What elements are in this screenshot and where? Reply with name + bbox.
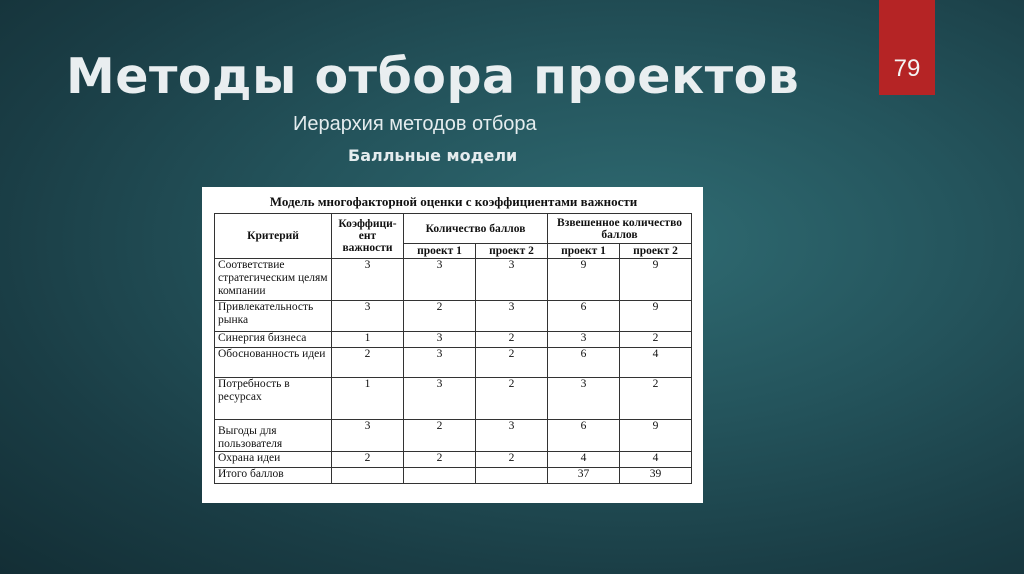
header-weighted-project1: проект 1	[548, 244, 620, 259]
cell-criterion: Синергия бизнеса	[215, 332, 332, 348]
cell-criterion: Охрана идеи	[215, 452, 332, 468]
cell-weighted-p2: 9	[620, 301, 692, 332]
cell-weight: 1	[332, 378, 404, 420]
header-project2: проект 2	[476, 244, 548, 259]
cell-criterion: Привлекательность рынка	[215, 301, 332, 332]
cell-score-p1: 3	[404, 259, 476, 301]
cell-weighted-p2: 2	[620, 332, 692, 348]
cell-total-weight-empty	[332, 468, 404, 484]
cell-score-p2: 3	[476, 301, 548, 332]
slide-title: Методы отбора проектов	[66, 48, 800, 105]
cell-weighted-p2: 9	[620, 420, 692, 452]
scoring-table	[214, 213, 692, 484]
slide-subtitle: Иерархия методов отбора	[293, 113, 537, 135]
header-weight: Коэффици- ент важности	[332, 214, 404, 259]
cell-weighted-p1: 3	[548, 378, 620, 420]
cell-score-p1: 3	[404, 348, 476, 378]
cell-score-p1: 2	[404, 301, 476, 332]
cell-score-p1: 2	[404, 452, 476, 468]
table-row	[215, 378, 692, 420]
cell-weighted-p1: 3	[548, 332, 620, 348]
cell-total-p1-empty	[404, 468, 476, 484]
table-row	[215, 332, 692, 348]
cell-weighted-p2: 4	[620, 452, 692, 468]
header-weighted-project2: проект 2	[620, 244, 692, 259]
table-row	[215, 259, 692, 301]
cell-score-p1: 3	[404, 378, 476, 420]
cell-criterion: Соответствие стратегическим целям компании	[215, 259, 332, 301]
cell-score-p2: 2	[476, 378, 548, 420]
cell-weighted-p1: 6	[548, 348, 620, 378]
cell-total-label: Итого баллов	[215, 468, 332, 484]
header-score-group: Количество баллов	[404, 214, 548, 244]
cell-score-p2: 3	[476, 420, 548, 452]
cell-criterion: Выгоды для пользователя	[215, 420, 332, 452]
cell-weighted-p1: 6	[548, 301, 620, 332]
cell-score-p2: 3	[476, 259, 548, 301]
cell-score-p2: 2	[476, 348, 548, 378]
cell-weighted-p2: 2	[620, 378, 692, 420]
cell-weighted-p2: 9	[620, 259, 692, 301]
table-total-row	[215, 468, 692, 484]
cell-weight: 3	[332, 420, 404, 452]
header-criterion: Критерий	[215, 214, 332, 259]
cell-weighted-p1: 6	[548, 420, 620, 452]
cell-total-weighted-p2: 39	[620, 468, 692, 484]
cell-score-p2: 2	[476, 332, 548, 348]
cell-weight: 1	[332, 332, 404, 348]
cell-weight: 2	[332, 348, 404, 378]
table-row	[215, 348, 692, 378]
table-caption: Модель многофакторной оценки с коэффициентами важности	[269, 194, 638, 209]
table-row	[215, 452, 692, 468]
cell-weighted-p1: 9	[548, 259, 620, 301]
cell-weighted-p2: 4	[620, 348, 692, 378]
cell-weight: 3	[332, 301, 404, 332]
cell-criterion: Обоснованность идеи	[215, 348, 332, 378]
cell-weight: 2	[332, 452, 404, 468]
cell-criterion: Потребность в ресурсах	[215, 378, 332, 420]
slide-number-badge	[879, 0, 935, 95]
cell-total-weighted-p1: 37	[548, 468, 620, 484]
table-row	[215, 301, 692, 332]
table-row	[215, 420, 692, 452]
slide-number: 79	[893, 54, 921, 82]
cell-score-p1: 2	[404, 420, 476, 452]
cell-score-p1: 3	[404, 332, 476, 348]
cell-weighted-p1: 4	[548, 452, 620, 468]
cell-score-p2: 2	[476, 452, 548, 468]
cell-total-p2-empty	[476, 468, 548, 484]
slide-section-heading: Балльные модели	[348, 146, 518, 165]
header-weighted-group: Взвешенное количество баллов	[548, 214, 692, 244]
header-project1: проект 1	[404, 244, 476, 259]
table-image-panel	[202, 187, 703, 503]
cell-weight: 3	[332, 259, 404, 301]
